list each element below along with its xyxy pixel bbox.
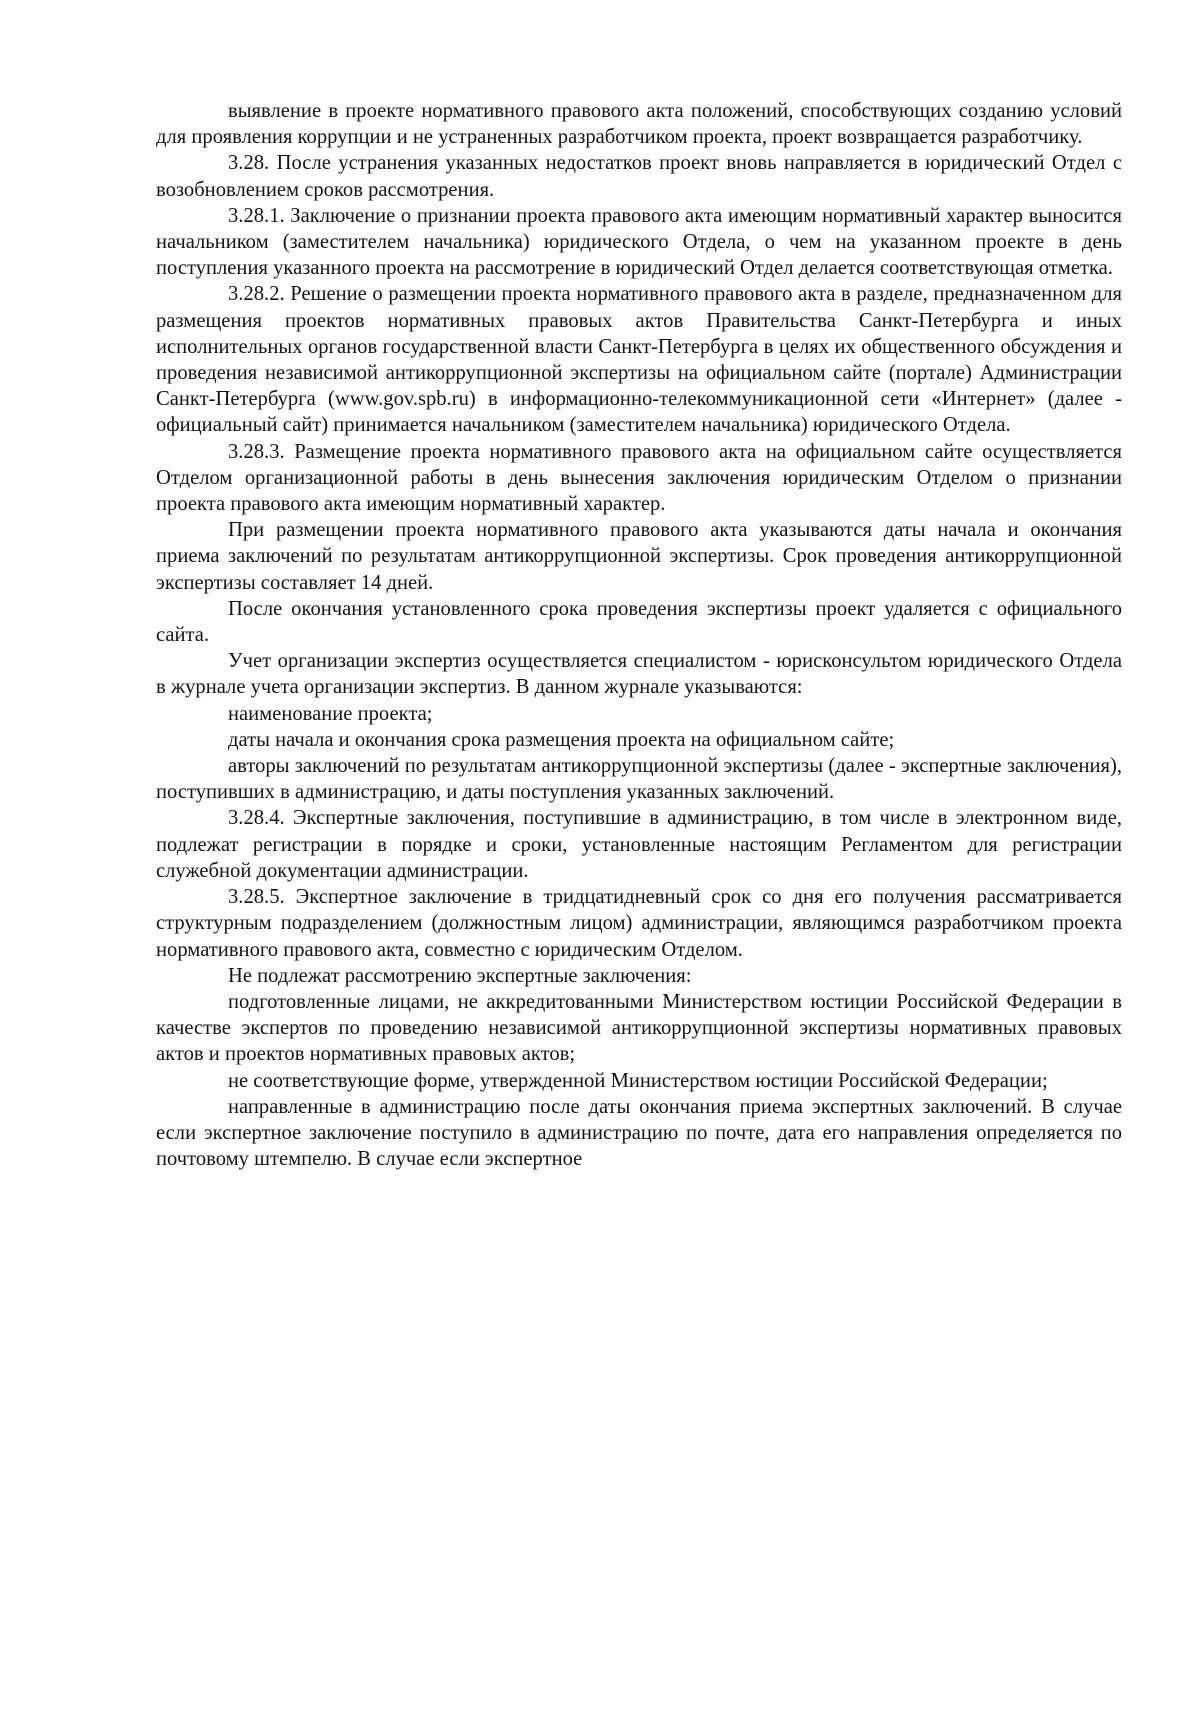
paragraph-returned-to-developer: выявление в проекте нормативного правового акта положений, способствующих созданию условий для проявления коррупции и не устраненных разработчиком проекта, проект возвращается разработчику. [156, 100, 1122, 149]
paragraph-3-28-5: 3.28.5. Экспертное заключение в тридцатидневный срок со дня его получения рассматривается структурным подразделением (должностным лицом) администрации, являющимся разработчиком проекта нормативного правового акта, совместно с юридическим Отделом. [156, 886, 1122, 961]
paragraph-3-28-4: 3.28.4. Экспертные заключения, поступившие в администрацию, в том числе в электронном виде, подлежат регистрации в порядке и сроки, установленные настоящим Регламентом для регистрации служебной документации администрации. [156, 807, 1122, 882]
paragraph-3-28-3: 3.28.3. Размещение проекта нормативного правового акта на официальном сайте осуществляется Отделом организационной работы в день вынесения заключения юридическим Отделом о признании проекта правового акта имеющим нормативный характер. [156, 440, 1122, 516]
paragraph-expertise-journal: Учет организации экспертиз осуществляется специалистом - юрисконсультом юридического Отдела в журнале учета организации экспертиз. В данном журнале указываются: [156, 650, 1122, 699]
paragraph-not-considered-heading: Не подлежат рассмотрению экспертные заключения: [228, 964, 692, 987]
list-item-project-name: наименование проекта; [228, 702, 433, 725]
paragraph-3-28: 3.28. После устранения указанных недостатков проект вновь направляется в юридический Отдел с возобновлением сроков рассмотрения. [156, 152, 1122, 201]
list-item-not-accredited: подготовленные лицами, не аккредитованными Министерством юстиции Российской Федерации в качестве экспертов по проведению независимой антикоррупционной экспертизы нормативных правовых актов и проектов нормативных правовых актов; [156, 990, 1122, 1066]
list-item-placement-dates: даты начала и окончания срока размещения проекта на официальном сайте; [228, 728, 895, 751]
list-item-sent-late: направленные в администрацию после даты окончания приема экспертных заключений. В случае если экспертное заключение поступило в администрацию по почте, дата его направления определяется по почтовому штемпелю. В случае если экспертное [156, 1095, 1122, 1171]
paragraph-expertise-dates: При размещении проекта нормативного правового акта указываются даты начала и окончания приема заключений по результатам антикоррупционной экспертизы. Срок проведения антикоррупционной экспертизы составляет 14 дней. [156, 519, 1122, 594]
list-item-conclusion-authors: авторы заключений по результатам антикоррупционной экспертизы (далее - экспертные заключения), поступивших в администрацию, и даты поступления указанных заключений. [156, 755, 1122, 804]
paragraph-3-28-1: 3.28.1. Заключение о признании проекта правового акта имеющим нормативный характер выносится начальником (заместителем начальника) юридического Отдела, о чем на указанном проекте в день поступления указанного проекта на рассмотрение в юридический Отдел делается соответствующая отметка. [156, 204, 1122, 280]
paragraph-3-28-2: 3.28.2. Решение о размещении проекта нормативного правового акта в разделе, предназначенном для размещения проектов нормативных правовых актов Правительства Санкт-Петербурга и иных исполнительных органов государственной власти Санкт-Петербурга в целях их общественного обсуждения и проведения независимой антикоррупционной экспертизы на официальном сайте (портале) Администрации Санкт-Петербурга (www.gov.spb.ru) в информационно-телекоммуникационной сети «Интернет» (далее - официальный сайт) принимается начальником (заместителем начальника) юридического Отдела. [156, 283, 1122, 437]
document-page [156, 98, 1122, 1172]
list-item-wrong-form: не соответствующие форме, утвержденной Министерством юстиции Российской Федерации; [228, 1069, 1048, 1092]
paragraph-project-removal: После окончания установленного срока проведения экспертизы проект удаляется с официального сайта. [156, 597, 1122, 647]
